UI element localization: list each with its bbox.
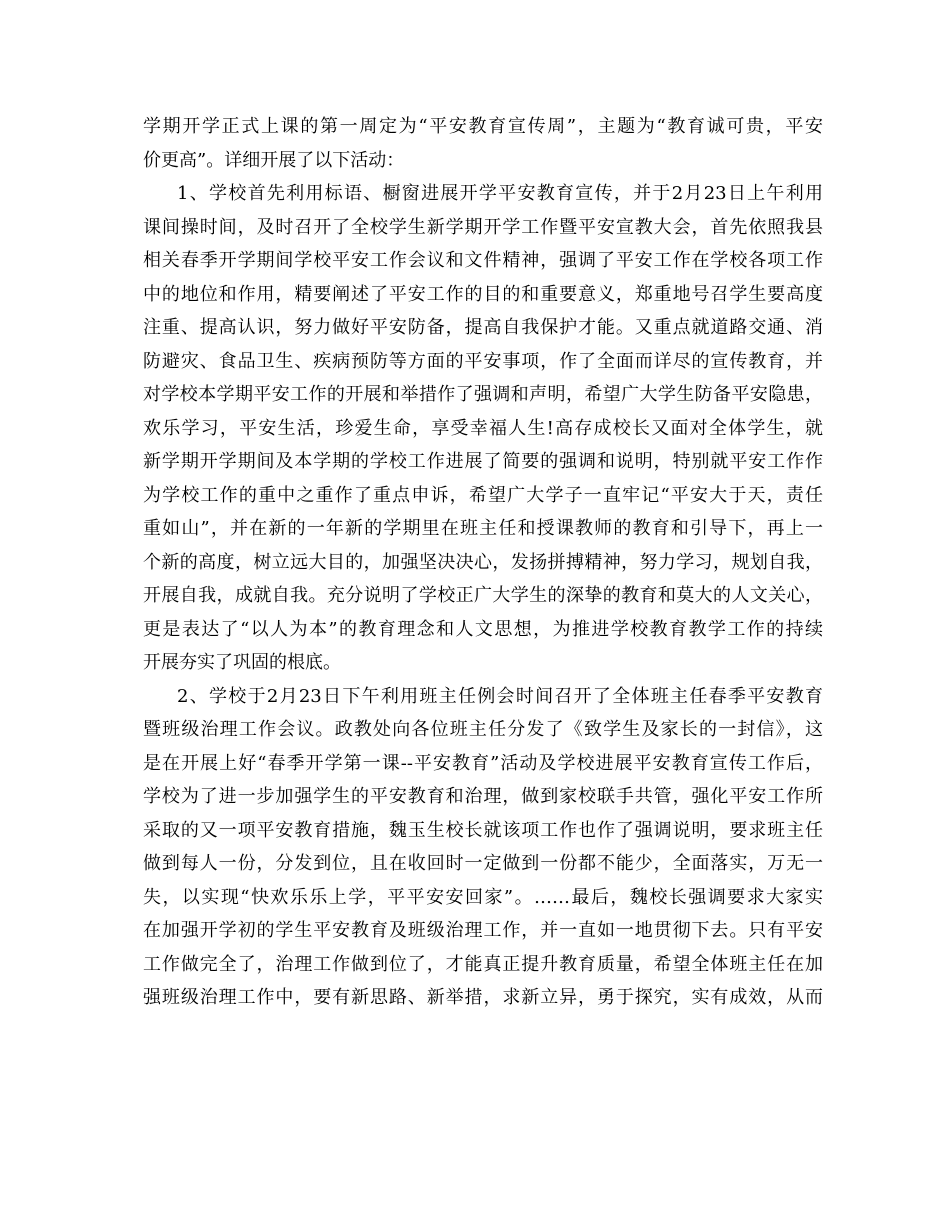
text-line: 是在开展上好“春季开学第一课--平安教育”活动及学校进展平安教育宣传工作后，: [143, 752, 823, 774]
text-line: 开展自我，成就自我。充分说明了学校正广大学生的深挚的教育和莫大的人文关心，: [143, 585, 823, 606]
text-line: 暨班级治理工作会议。政教处向各位班主任分发了《致学生及家长的一封信》，这: [143, 719, 823, 740]
text-line: 在加强开学初的学生平安教育及班级治理工作，并一直如一地贯彻下去。只有平安: [143, 920, 823, 941]
text-line: 中的地位和作用，精要阐述了平安工作的目的和重要意义，郑重地号召学生要高度: [143, 283, 823, 305]
text-line: 重如山”，并在新的一年新的学期里在班主任和授课教师的教育和引导下，再上一: [143, 518, 823, 539]
text-line: 防避灾、食品卫生、疾病预防等方面的平安事项，作了全面而详尽的宣传教育，并: [143, 350, 823, 372]
text-line: 工作做完全了，治理工作做到位了，才能真正提升教育质量，希望全体班主任在加: [143, 953, 823, 975]
text-line: 1、学校首先利用标语、橱窗进展开学平安教育宣传，并于2月23日上午利用: [177, 183, 823, 204]
text-line: 学期开学正式上课的第一周定为“平安教育宣传周”，主题为“教育诚可贵，平安: [143, 116, 823, 137]
text-line: 学校为了进一步加强学生的平安教育和治理，做到家校联手共管，强化平安工作所: [143, 786, 823, 807]
text-line: 新学期开学期间及本学期的学校工作进展了简要的强调和说明，特别就平安工作作: [143, 451, 823, 472]
text-line: 价更高”。详细开展了以下活动：: [143, 149, 405, 171]
text-line: 采取的又一项平安教育措施，魏玉生校长就该项工作也作了强调说明，要求班主任: [143, 819, 823, 841]
text-line: 2、学校于2月23日下午利用班主任例会时间召开了全体班主任春季平安教育: [177, 685, 823, 707]
text-line: 强班级治理工作中，要有新思路、新举措，求新立异，勇于探究，实有成效，从而: [143, 987, 823, 1008]
text-line: 开展夯实了巩固的根底。: [143, 652, 341, 673]
text-line: 个新的高度，树立远大目的，加强坚决决心，发扬拼搏精神，努力学习，规划自我，: [143, 551, 823, 573]
text-line: 做到每人一份，分发到位，且在收回时一定做到一份都不能少，全面落实，万无一: [143, 853, 823, 874]
text-line: 为学校工作的重中之重作了重点申诉，希望广大学子一直牢记“平安大于天，责任: [143, 484, 823, 506]
text-line: 相关春季开学期间学校平安工作会议和文件精神，强调了平安工作在学校各项工作: [143, 250, 823, 271]
text-line: 课间操时间，及时召开了全校学生新学期开学工作暨平安宣教大会，首先依照我县: [143, 216, 823, 238]
text-line: 欢乐学习，平安生活，珍爱生命，享受幸福人生!高存成校长又面对全体学生，就: [143, 417, 823, 439]
text-line: 失，以实现“快欢乐乐上学，平平安安回家”。……最后，魏校长强调要求大家实: [143, 886, 823, 908]
paragraph-item-2: [143, 680, 823, 1015]
document-body: [143, 110, 823, 1015]
text-line: 注重、提高认识，努力做好平安防备，提高自我保护才能。又重点就道路交通、消: [143, 317, 823, 338]
text-line: 对学校本学期平安工作的开展和举措作了强调和声明，希望广大学生防备平安隐患，: [143, 384, 823, 405]
paragraph-item-1: [143, 177, 823, 680]
text-line: 更是表达了“以人为本”的教育理念和人文思想，为推进学校教育教学工作的持续: [143, 618, 823, 640]
paragraph-intro: [143, 110, 823, 177]
